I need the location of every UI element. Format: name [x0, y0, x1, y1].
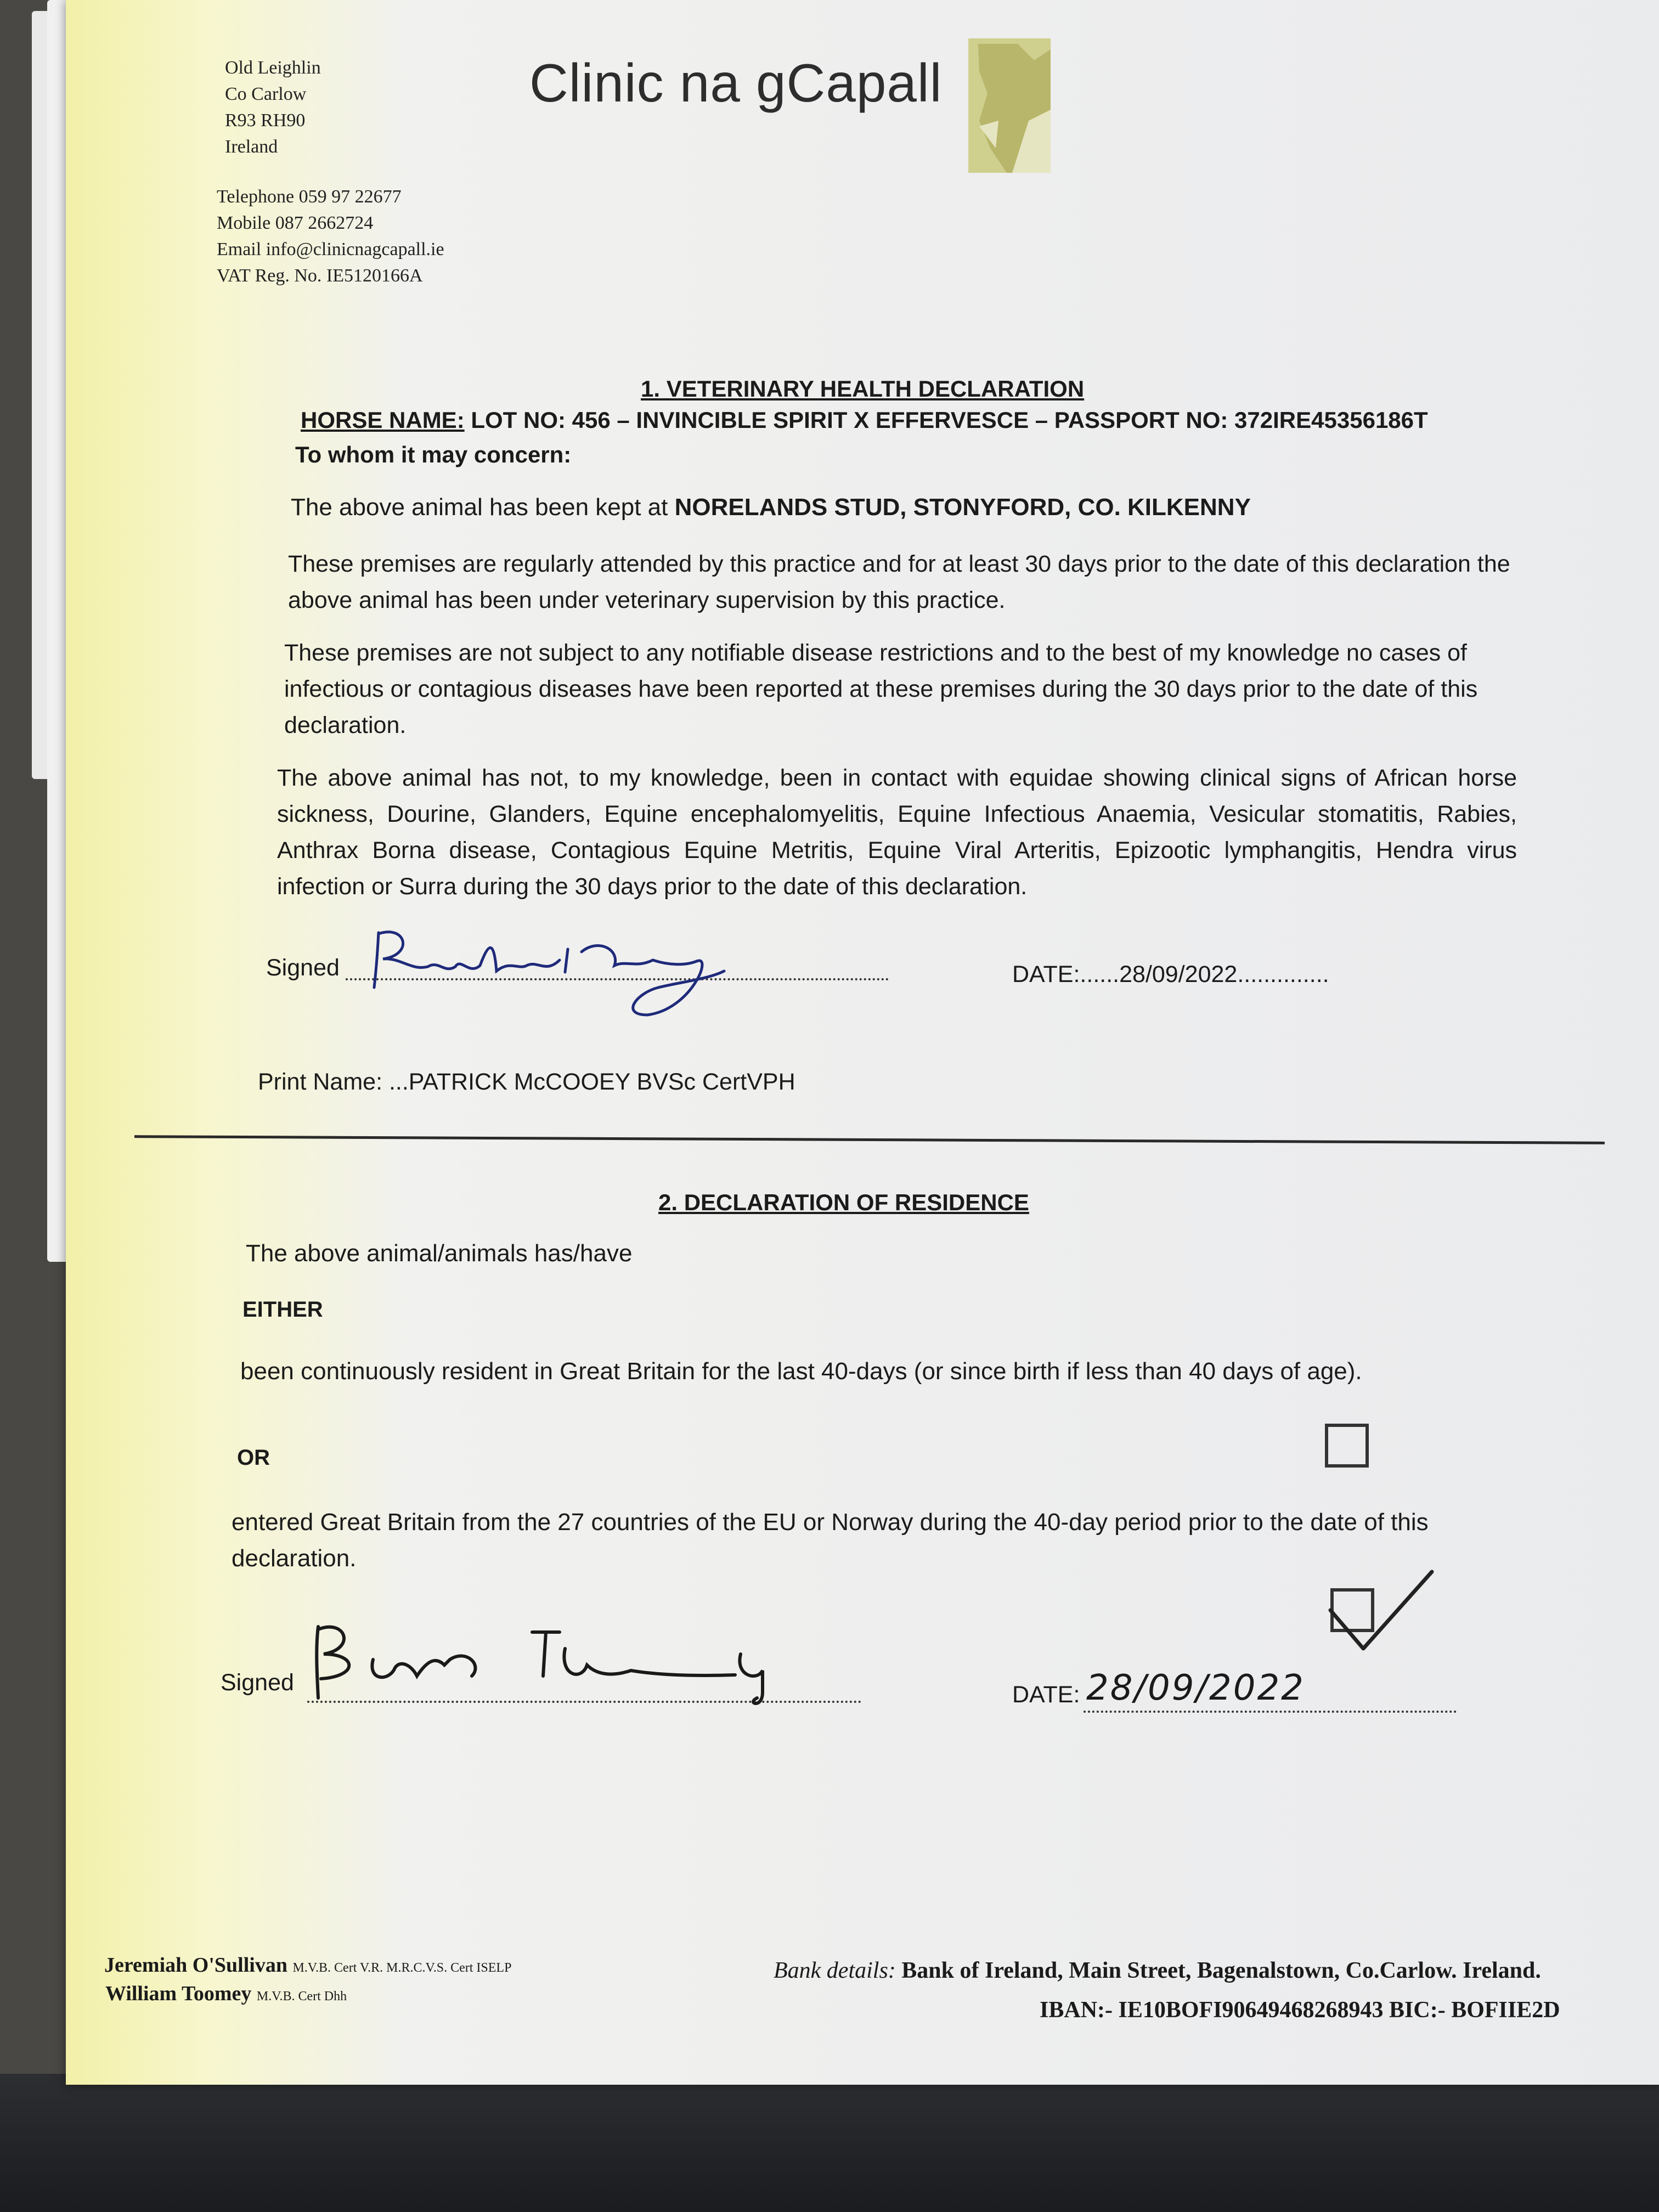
bank-label: Bank details:	[774, 1958, 896, 1983]
iban-line: IBAN:- IE10BOFI90649468268943 BIC:- BOFIIE2D	[1040, 1997, 1560, 2023]
horse-name-label: HORSE NAME:	[301, 407, 465, 433]
section2-date-line	[1084, 1711, 1457, 1713]
address-line: Old Leighlin	[225, 58, 321, 78]
vet2-qualifications: M.V.B. Cert Dhh	[256, 1989, 347, 2004]
address-line: Ireland	[225, 137, 278, 157]
section2-title: 2. DECLARATION OF RESIDENCE	[658, 1189, 1029, 1215]
horse-name-value: LOT NO: 456 – INVINCIBLE SPIRIT X EFFERVESCE – PASSPORT NO: 372IRE45356186T	[464, 407, 1428, 433]
kept-at-place: NORELANDS STUD, STONYFORD, CO. KILKENNY	[674, 494, 1251, 521]
horse-name-line	[301, 407, 1428, 433]
or-label: OR	[237, 1446, 270, 1470]
kept-at-line	[291, 494, 1251, 521]
vet1-qualifications: M.V.B. Cert V.R. M.R.C.V.S. Cert ISELP	[292, 1961, 512, 1975]
residence-intro: The above animal/animals has/have	[246, 1240, 633, 1267]
address-line: R93 RH90	[225, 110, 306, 131]
bank-value: Bank of Ireland, Main Street, Bagenalstown, Co.Carlow. Ireland.	[895, 1958, 1541, 1983]
telephone-line: Telephone 059 97 22677	[217, 187, 402, 207]
section1-title: 1. VETERINARY HEALTH DECLARATION	[641, 376, 1085, 402]
restrictions-paragraph: These premises are not subject to any notifiable disease restrictions and to the best of my knowledge no cases of infectious or contagious diseases have been reported at these premises during the 30 days prior to the date of this declaration.	[284, 640, 1478, 738]
clinic-contact	[217, 184, 444, 289]
check-mark-icon	[1325, 1566, 1435, 1657]
print-name: Print Name: ...PATRICK McCOOEY BVSc CertVPH	[258, 1069, 795, 1095]
email-line: Email info@clinicnagcapall.ie	[217, 239, 444, 259]
handwritten-date: 28/09/2022	[1086, 1668, 1305, 1708]
clinic-address	[225, 55, 321, 160]
salutation: To whom it may concern:	[295, 442, 572, 467]
option1-text: been continuously resident in Great Britain for the last 40-days (or since birth if less than 40 days of age).	[240, 1358, 1362, 1385]
kept-at-prefix: The above animal has been kept at	[291, 494, 675, 521]
vet2-name: William Toomey	[105, 1982, 252, 2005]
signed-label: Signed	[266, 955, 340, 981]
vet1-name: Jeremiah O'Sullivan	[104, 1954, 287, 1977]
section2-signed-label: Signed	[221, 1669, 294, 1696]
desk-surface	[0, 2074, 1659, 2212]
contact-paragraph: The above animal has not, to my knowledge, been in contact with equidae showing clinical signs of African horse sickness, Dourine, Glanders, Equine encephalomyelitis, Equine Infectious Anaemia, Vesicular stomatitis, Rabies, Anthrax Borna disease, Contagious Equine Metritis, Equine Viral Arteritis, Epizootic lymphangitis, Hendra virus infection or Surra during the 30 days prior to the date of this declaration.	[277, 765, 1517, 900]
supervision-paragraph: These premises are regularly attended by this practice and for at least 30 days prior to the date of this declaration the above animal has been under veterinary supervision by this practice.	[288, 551, 1510, 613]
owner-signature	[307, 1616, 845, 1712]
option1-checkbox[interactable]	[1325, 1424, 1369, 1468]
mobile-line: Mobile 087 2662724	[217, 213, 374, 233]
section1-date: DATE:......28/09/2022..............	[1012, 961, 1329, 988]
vet2-line	[105, 1982, 347, 2006]
section2-date-label: DATE:	[1012, 1681, 1080, 1708]
either-label: EITHER	[242, 1297, 323, 1322]
clinic-name: Clinic na gCapall	[529, 53, 943, 113]
declaration-page	[66, 0, 1659, 2085]
option2-text: entered Great Britain from the 27 countries of the EU or Norway during the 40-day period prior to the date of this declaration.	[232, 1509, 1429, 1572]
address-line: Co Carlow	[225, 84, 307, 104]
horse-logo-icon	[968, 38, 1051, 173]
vat-line: VAT Reg. No. IE5120166A	[217, 266, 423, 286]
vet1-line	[104, 1953, 511, 1977]
bank-details	[774, 1957, 1541, 1984]
section-divider	[134, 1135, 1605, 1144]
vet-signature	[362, 927, 801, 1029]
